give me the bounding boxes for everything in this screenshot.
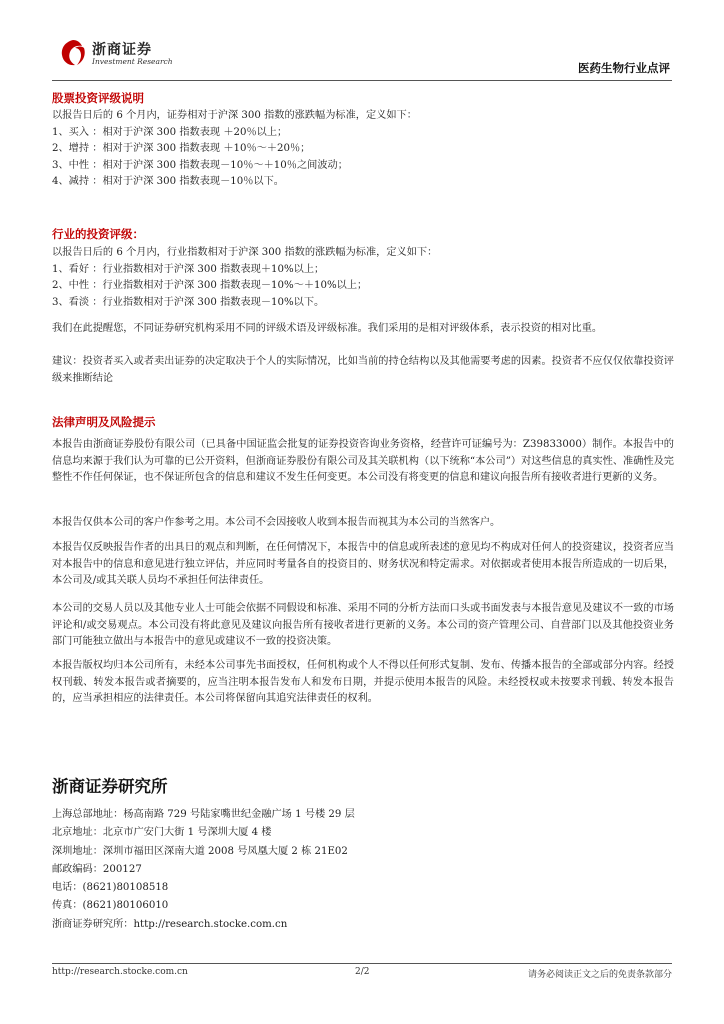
industry-rating-line: 2、中性 ：行业指数相对于沪深 300 指数表现－10%～＋10%以上； — [52, 280, 368, 291]
contact-website: 浙商证券研究所：http://research.stocke.com.cn — [52, 918, 288, 930]
industry-rating-block — [52, 245, 674, 311]
legal-title: 法律声明及风险提示 — [52, 415, 156, 429]
footer-url-link[interactable]: http://research.stocke.com.cn — [52, 967, 188, 977]
company-name-en: Investment Research — [92, 57, 173, 66]
legal-paragraph: 本报告由浙商证券股份有限公司（已具备中国证监会批复的证券投资咨询业务资格，经营许可证编号为：Z39833000）制作。本报告中的信息均来源于我们认为可靠的已公开资料，但浙商证券股份有限公司及其关联机构（以下统称“本公司”）对这些信息的真实性、准确性及完整性不作任何保证，也不保证所包含的信息和建议不发生任何变更。本公司没有将变更的信息和建议向报告所有接收者进行更新的义务。 — [52, 439, 674, 483]
stock-rating-title: 股票投资评级说明 — [52, 91, 144, 105]
institute-name: 浙商证券研究所 — [52, 777, 168, 796]
contact-beijing: 北京地址：北京市广安门大街 1 号深圳大厦 4 楼 — [52, 827, 272, 839]
page-number: 2/2 — [355, 967, 370, 977]
investment-advice: 建议：投资者买入或者卖出证券的决定取决于个人的实际情况，比如当前的持仓结构以及其他需要考虑的因素。投资者不应仅仅依靠投资评级来推断结论 — [52, 356, 674, 384]
contact-fax: 传真：(8621)80106010 — [52, 900, 169, 912]
stock-rating-line: 4、减持 ：相对于沪深 300 指数表现－10％以下。 — [52, 176, 284, 187]
report-type: 医药生物行业点评 — [578, 61, 670, 75]
contact-phone: 电话：(8621)80108518 — [52, 882, 169, 894]
stock-rating-block — [52, 108, 674, 191]
industry-rating-line: 1、看好 ：行业指数相对于沪深 300 指数表现＋10%以上； — [52, 263, 325, 275]
company-logo-icon — [58, 38, 88, 68]
footer-divider — [52, 963, 672, 964]
stock-rating-line: 1、买入 ：相对于沪深 300 指数表现 ＋20％以上； — [52, 126, 288, 138]
contact-block — [52, 806, 355, 934]
company-name-cn: 浙商证券 — [92, 42, 152, 58]
contact-shanghai: 上海总部地址：杨高南路 729 号陆家嘴世纪金融广场 1 号楼 29 层 — [52, 809, 355, 820]
industry-rating-title: 行业的投资评级： — [52, 227, 144, 241]
legal-paragraph: 本报告仅反映报告作者的出具日的观点和判断，在任何情况下，本报告中的信息或所表述的意见均不构成对任何人的投资建议，投资者应当对本报告中的信息和意见进行独立评估，并应同时考量各自的投资目的、财务状况和特定需求。对依据或者使用本报告所造成的一切后果，本公司及/或其关联人员均不承担任何法律责任。 — [52, 542, 674, 586]
header-divider — [52, 80, 672, 81]
stock-rating-line: 2、增持 ：相对于沪深 300 指数表现 ＋10％～＋20％； — [52, 143, 311, 154]
rating-note: 我们在此提醒您，不同证券研究机构采用不同的评级术语及评级标准。我们采用的是相对评级体系，表示投资的相对比重。 — [52, 323, 603, 334]
stock-rating-line: 以报告日后的 6 个月内，证券相对于沪深 300 指数的涨跌幅为标准，定义如下： — [52, 110, 417, 121]
legal-paragraph: 本报告版权均归本公司所有，未经本公司事先书面授权，任何机构或个人不得以任何形式复制、发布、传播本报告的全部或部分内容。经授权刊载、转发本报告或者摘要的，应当注明本报告发布人和发布日期，并提示使用本报告的风险。未经授权或未按要求刊载、转发本报告的，应当承担相应的法律责任。本公司将保留向其追究法律责任的权利。 — [52, 660, 674, 704]
legal-paragraph: 本报告仅供本公司的客户作参考之用。本公司不会因接收人收到本报告而视其为本公司的当然客户。 — [52, 517, 501, 528]
legal-paragraph: 本公司的交易人员以及其他专业人士可能会依据不同假设和标准、采用不同的分析方法而口头或书面发表与本报告意见及建议不一致的市场评论和/或交易观点。本公司没有将此意见及建议向报告所有接收者进行更新的义务。本公司的资产管理公司、自营部门以及其他投资业务部门可能独立做出与本报告中的意见或建议不一致的投资决策。 — [52, 603, 674, 647]
page-header — [52, 30, 672, 78]
industry-rating-line: 以报告日后的 6 个月内，行业指数相对于沪深 300 指数的涨跌幅为标准，定义如下： — [52, 247, 438, 258]
industry-rating-line: 3、看淡 ：行业指数相对于沪深 300 指数表现－10%以下。 — [52, 296, 325, 308]
contact-shenzhen: 深圳地址：深圳市福田区深南大道 2008 号凤凰大厦 2 栋 21E02 — [52, 845, 348, 857]
stock-rating-line: 3、中性 ：相对于沪深 300 指数表现－10％～＋10％之间波动； — [52, 159, 348, 171]
contact-postcode: 邮政编码：200127 — [52, 863, 142, 875]
footer-disclaimer: 请务必阅读正文之后的免责条款部分 — [527, 970, 672, 980]
